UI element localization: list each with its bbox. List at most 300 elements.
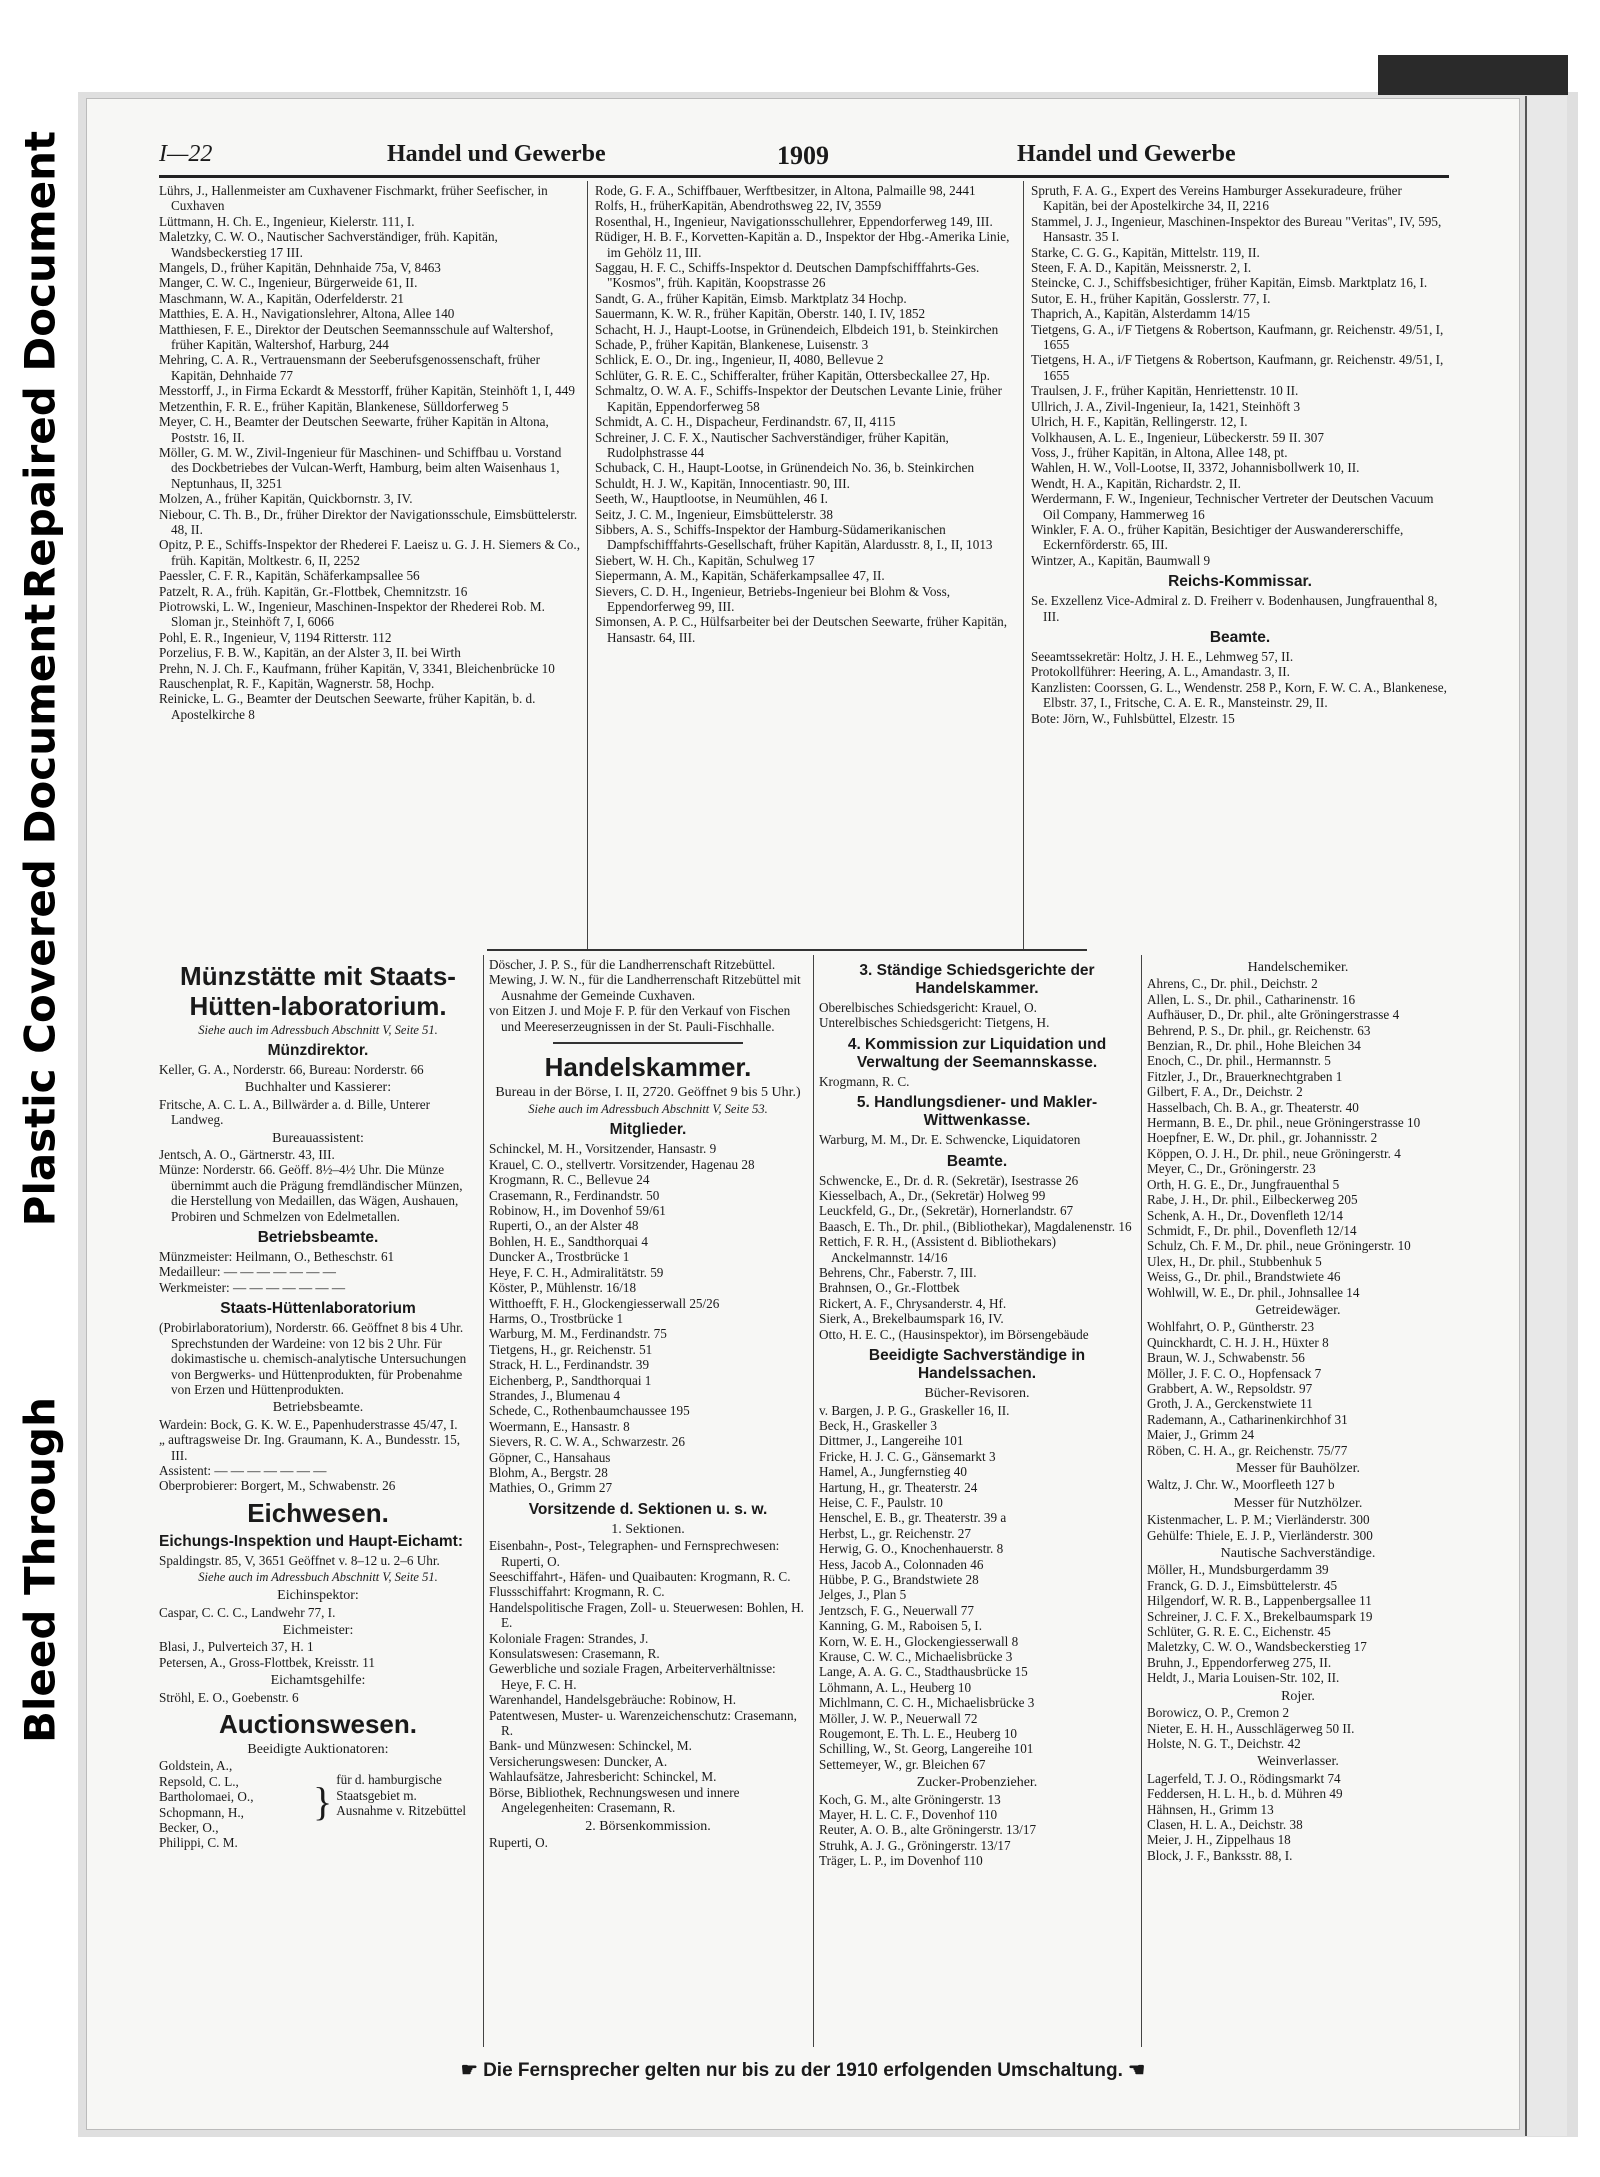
separator: [553, 1042, 744, 1044]
subheading: Bureauassistent:: [272, 1130, 364, 1146]
entry-list: [819, 1792, 1135, 1869]
entry: Hübbe, P. G., Brandstwiete 28: [819, 1571, 979, 1587]
label-plastic-covered: Plastic Covered Document: [15, 603, 65, 1227]
entry: Ströhl, E. O., Goebenstr. 6: [159, 1689, 299, 1705]
entry: Wohlfahrt, O. P., Güntherstr. 23: [1147, 1319, 1315, 1335]
section-heading: Mitglieder.: [609, 1121, 687, 1139]
entry: Ullrich, J. A., Zivil-Ingenieur, Ia, 1421, Steinhöft 3: [1031, 398, 1301, 414]
entry: v. Bargen, J. P. G., Graskeller 16, II.: [819, 1402, 1010, 1418]
entry: Schmaltz, O. W. A. F., Schiffs-Inspektor der Deutschen Levante Linie, früher Kapitän, Eppendorferweg 58: [595, 383, 1003, 414]
scan-edge: [1525, 96, 1567, 2136]
entry: Patentwesen, Muster- u. Warenzeichenschutz: Crasemann, R.: [489, 1707, 797, 1739]
entry: Wardein: Bock, G. K. W. E., Papenhuderstrasse 45/47, I.: [159, 1416, 458, 1432]
top-column-1: [159, 183, 581, 943]
entry: Versicherungswesen: Duncker, A.: [489, 1753, 668, 1769]
entry: Metzenthin, F. R. E., früher Kapitän, Blankenese, Sülldorferweg 5: [159, 398, 509, 414]
section-heading: Eichungs-Inspektion und Haupt-Eichamt:: [159, 1532, 463, 1550]
entry: Protokollführer: Heering, A. L., Amandastr. 3, II.: [1031, 664, 1290, 680]
category-label-strip: [0, 0, 80, 2177]
entry: Paessler, C. F. R., Kapitän, Schäferkampsallee 56: [159, 568, 420, 584]
section-heading: Vorsitzende d. Sektionen u. s. w.: [528, 1500, 768, 1518]
entry: Schopmann, H.,: [159, 1804, 244, 1820]
entry: Crasemann, R., Ferdinandstr. 50: [489, 1187, 660, 1203]
entry: Bohlen, H. E., Sandthorquai 4: [489, 1233, 648, 1249]
entry: Siepermann, A. M., Kapitän, Schäferkampsallee 47, II.: [595, 568, 885, 584]
entry: Schacht, H. J., Haupt-Lootse, in Grünendeich, Elbdeich 191, b. Steinkirchen: [595, 321, 999, 337]
entry-list: [819, 1173, 1135, 1342]
entry: Rademann, A., Catharinenkirchhof 31: [1147, 1411, 1348, 1427]
entry: Rougemont, E. Th. L. E., Heuberg 10: [819, 1726, 1018, 1742]
entry: Manger, C. W. C., Ingenieur, Bürgerweide 61, II.: [159, 275, 418, 291]
entry: Philippi, C. M.: [159, 1835, 238, 1851]
subheading: Handelschemiker.: [1247, 960, 1349, 975]
entry: Köppen, O. J. H., Dr. phil., neue Gröningerstr. 4: [1147, 1145, 1401, 1161]
entry: Rüdiger, H. B. F., Korvetten-Kapitän a. D., Inspektor der Hbg.-Amerika Linie, im Gehölz 11, III.: [595, 229, 1010, 260]
entry: Maletzky, C. W. O., Wandsbeckerstieg 17: [1147, 1639, 1367, 1655]
entry: Schade, P., früher Kapitän, Blankenese, Luisenstr. 3: [595, 337, 869, 353]
entry: Schuback, C. H., Haupt-Lootse, in Grünendeich No. 36, b. Steinkirchen: [595, 460, 975, 476]
entry: Voss, J., früher Kapitän, in Altona, Allee 148, pt.: [1031, 444, 1288, 460]
entry-list: [159, 183, 581, 722]
entry: Maier, J., Grimm 24: [1147, 1427, 1255, 1443]
entry: Piotrowski, L. W., Ingenieur, Maschinen-Inspektor der Rhederei Rob. M. Sloman jr., Steinhöft 7, I, 6066: [159, 598, 545, 630]
entry: Se. Exzellenz Vice-Admiral z. D. Freiherr v. Bodenhausen, Jungfrauenthal 8, III.: [1031, 593, 1438, 624]
entry: Kiesselbach, A., Dr., (Sekretär) Holweg 99: [819, 1188, 1046, 1204]
entry: Oberelbisches Schiedsgericht: Krauel, O.: [819, 1000, 1037, 1015]
section-note: Siehe auch im Adressbuch Abschnitt V, Seite 51.: [198, 1023, 438, 1037]
entry: Schmidt, A. C. H., Dispacheur, Ferdinandstr. 67, II, 4115: [595, 414, 896, 430]
section-heading: Beamte.: [1209, 628, 1271, 646]
entry: Konsulatswesen: Crasemann, R.: [489, 1646, 660, 1662]
entry: Holste, N. G. T., Deichstr. 42: [1147, 1735, 1301, 1751]
entry: Flussschiffahrt: Krogmann, R. C.: [489, 1584, 665, 1600]
label-repaired: Repaired Document: [15, 130, 65, 600]
entry: Rabe, J. H., Dr. phil., Eilbeckerweg 205: [1147, 1192, 1358, 1208]
subheading: Getreidewäger.: [1255, 1302, 1341, 1318]
entry: Seeschiffahrt-, Häfen- und Quaibauten: Krogmann, R. C.: [489, 1569, 791, 1584]
entry: Münze: Norderstr. 66. Geöff. 8½–4½ Uhr. Die Münze übernimmt auch die Prägung fremdländischer Münzen, die Herstellung von Medaillen, das Wägen, Aushauen, Probiren und Schmelzen von Edelmetallen.: [159, 1162, 463, 1224]
entry: Mehring, C. A. R., Vertrauensmann der Seeberufsgenossenschaft, früher Kapitän, Dehnhaide 77: [159, 352, 540, 383]
entry: Sierk, A., Brekelbaumspark 16, IV.: [819, 1311, 1004, 1327]
entry: Ulrich, H. F., Kapitän, Rellingerstr. 12, I.: [1031, 414, 1248, 430]
entry: Nieter, E. H. H., Ausschlägerweg 50 II.: [1147, 1720, 1355, 1736]
entry-list: [819, 1000, 1135, 1031]
entry: Braun, W. J., Schwabenstr. 56: [1147, 1350, 1305, 1366]
brace: }: [313, 1779, 333, 1825]
header-rule: [159, 175, 1449, 178]
entry: Blohm, A., Bergstr. 28: [489, 1464, 608, 1480]
entry: Schulz, Ch. F. M., Dr. phil., neue Gröningerstr. 10: [1147, 1238, 1411, 1254]
entry: Kanning, G. M., Raboisen 5, I.: [819, 1618, 982, 1634]
entry: Rosenthal, H., Ingenieur, Navigationsschullehrer, Eppendorferweg 149, III.: [595, 213, 993, 229]
entry-list: [489, 1538, 807, 1815]
entry: Krogmann, R. C., Bellevue 24: [489, 1172, 650, 1188]
entry: Bote: Jörn, W., Fuhlsbüttel, Elzestr. 15: [1031, 710, 1235, 726]
entry: Bank- und Münzwesen: Schinckel, M.: [489, 1738, 692, 1754]
section-title: Handelskammer.: [544, 1052, 752, 1083]
entry: Caspar, C. C. C., Landwehr 77, I.: [159, 1604, 336, 1620]
entry: Krogmann, R. C.: [819, 1073, 910, 1089]
subheading: Betriebsbeamte.: [272, 1400, 364, 1416]
entry: Meyer, C., Dr., Gröningerstr. 23: [1147, 1161, 1316, 1177]
entry: Weiss, G., Dr. phil., Brandstwiete 46: [1147, 1269, 1341, 1285]
entry: Simonsen, A. P. C., Hülfsarbeiter bei der Deutschen Seewarte, früher Kapitän, Hansastr. 64, III.: [595, 614, 1007, 645]
entry: Wintzer, A., Kapitän, Baumwall 9: [1031, 552, 1211, 568]
entry: Struhk, A. J. G., Gröningerstr. 13/17: [819, 1837, 1011, 1853]
subheading: 1. Sektionen.: [611, 1521, 685, 1537]
entry: Schinckel, M. H., Vorsitzender, Hansastr. 9: [489, 1141, 717, 1157]
entry: von Eitzen J. und Moje F. P. für den Verkauf von Fischen und Meereserzeugnissen in der St. Pauli-Fischhalle.: [489, 1003, 791, 1034]
auctioneer-group: [159, 1758, 477, 1850]
subheading: 2. Börsenkommission.: [585, 1818, 711, 1834]
pointing-hand-icon: ☛: [460, 2060, 484, 2081]
entry: Seeth, W., Hauptlootse, in Neumühlen, 46 I.: [595, 491, 828, 507]
entry: Strack, H. L., Ferdinandstr. 39: [489, 1357, 650, 1373]
entry-list: [1147, 1319, 1449, 1458]
entry: Wahlen, H. W., Voll-Lootse, II, 3372, Johannisbollwerk 10, II.: [1031, 460, 1360, 476]
entry: Sievers, R. C. W. A., Schwarzestr. 26: [489, 1434, 685, 1450]
subheading: Bureau in der Börse, I. II, 2720. Geöffnet 9 bis 5 Uhr.): [495, 1085, 801, 1101]
entry: Siebert, W. H. Ch., Kapitän, Schulweg 17: [595, 552, 815, 568]
entry: Petersen, A., Gross-Flottbek, Kreisstr. 11: [159, 1654, 375, 1670]
scan-corner-mark: [1378, 55, 1568, 95]
entry-list: [819, 1403, 1135, 1773]
entry: Gewerbliche und soziale Fragen, Arbeiterverhältnisse: Heye, F. C. H.: [489, 1661, 776, 1692]
subheading: Messer für Nutzhölzer.: [1233, 1495, 1363, 1511]
entry: Witthoefft, F. H., Glockengiesserwall 25/26: [489, 1295, 720, 1311]
entry: Rauschenplat, R. F., Kapitän, Wagnerstr. 58, Hochp.: [159, 676, 435, 691]
entry: Molzen, A., früher Kapitän, Quickbornstr. 3, IV.: [159, 491, 413, 507]
entry: Feddersen, H. L. H., b. d. Mühren 49: [1147, 1786, 1343, 1802]
entry: Reinicke, L. G., Beamter der Deutschen Seewarte, früher Kapitän, b. d. Apostelkirche 8: [159, 691, 536, 722]
entry: Tietgens, H., gr. Reichenstr. 51: [489, 1341, 653, 1357]
entry: Schenk, A. H., Dr., Dovenfleth 12/14: [1147, 1207, 1343, 1223]
subheading: Zucker-Probenzieher.: [916, 1775, 1038, 1791]
bottom-column-3: [819, 957, 1135, 2047]
entry: Fitzler, J., Dr., Brauerknechtgraben 1: [1147, 1068, 1343, 1084]
entry: Michlmann, C. C. H., Michaelisbrücke 3: [819, 1695, 1035, 1711]
entry: Block, J. F., Banksstr. 88, I.: [1147, 1847, 1293, 1863]
entry: Ulex, H., Dr. phil., Stubbenhuk 5: [1147, 1253, 1322, 1269]
entry: Otto, H. E. C., (Hausinspektor), im Börsengebäude: [819, 1326, 1089, 1342]
entry: Schreiner, J. C. F. X., Nautischer Sachverständiger, früher Kapitän, Rudolphstrasse 44: [595, 429, 949, 460]
section-title: Auctionswesen.: [219, 1709, 417, 1739]
entry: Benzian, R., Dr. phil., Hohe Bleichen 34: [1147, 1038, 1361, 1054]
entry: Eichenberg, P., Sandthorquai 1: [489, 1372, 652, 1388]
entry: Krauel, C. O., stellvertr. Vorsitzender, Hagenau 28: [489, 1156, 755, 1172]
entry: Blasi, J., Pulverteich 37, H. 1: [159, 1639, 314, 1655]
entry: Krause, C. W. C., Michaelisbrücke 3: [819, 1649, 1013, 1664]
entry: Döscher, J. P. S., für die Landherrenschaft Ritzebüttel.: [489, 957, 776, 972]
entry: Heldt, J., Maria Louisen-Str. 102, II.: [1147, 1670, 1340, 1686]
entry: Winkler, F. A. O., früher Kapitän, Besichtiger der Auswandererschiffe, Eckernförderstr. 65, III.: [1031, 521, 1404, 553]
entry: Heye, F. C. H., Admiralitätstr. 59: [489, 1264, 664, 1280]
entry: Schlick, E. O., Dr. ing., Ingenieur, II, 4080, Bellevue 2: [595, 352, 884, 368]
entry: Ruperti, O.: [489, 1834, 548, 1850]
subheading: Eichmeister:: [282, 1622, 354, 1638]
entry: Pohl, E. R., Ingenieur, V, 1194 Ritterstr. 112: [159, 629, 392, 645]
entry: Spruth, F. A. G., Expert des Vereins Hamburger Assekuradeure, früher Kapitän, bei der Apostelkirche 34, II, 2216: [1031, 183, 1402, 214]
entry: Schlüter, G. R. E. C., Eichenstr. 45: [1147, 1624, 1331, 1640]
entry: Sibbers, A. S., Schiffs-Inspektor der Hamburg-Südamerikanischen Dampfschifffahrts-Gesellschaft, früher Kapitän, Alardusstr. 8, I., II, 1013: [595, 521, 993, 553]
entry: Baasch, E. Th., Dr. phil., (Bibliothekar), Magdalenenstr. 16: [819, 1218, 1132, 1234]
entry-list: [489, 957, 807, 1034]
subheading: Messer für Bauhölzer.: [1235, 1461, 1361, 1476]
section-heading: Beeidigte Sachverständige in Handelssachen.: [868, 1347, 1086, 1383]
entry: Schilling, W., St. Georg, Langereihe 101: [819, 1741, 1034, 1757]
section-heading: Betriebsbeamte.: [257, 1229, 379, 1247]
entry: Herwig, G. O., Knochenhauerstr. 8: [819, 1541, 1004, 1557]
entry: Groth, J. A., Gerckenstwiete 11: [1147, 1396, 1313, 1412]
entry: Opitz, P. E., Schiffs-Inspektor der Rhederei F. Laeisz u. G. J. H. Siemers & Co., früh. Kapitän, Moltkestr. 6, II, 2252: [159, 537, 580, 568]
document-page: [86, 98, 1520, 2130]
entry: Leuckfeld, G., Dr., (Sekretär), Hornerlandstr. 67: [819, 1203, 1074, 1219]
column-divider: [813, 955, 814, 2047]
entry: Porzelius, F. B. W., Kapitän, an der Alster 3, II. bei Wirth: [159, 645, 461, 661]
entry: Saggau, H. F. C., Schiffs-Inspektor d. Deutschen Dampfschifffahrts-Ges. "Kosmos", früh. Kapitän, Koopstrasse 26: [595, 260, 980, 291]
section-heading: Beamte.: [946, 1152, 1008, 1170]
entry-list: [595, 183, 1017, 645]
entry: Enoch, C., Dr. phil., Hermannstr. 5: [1147, 1053, 1331, 1069]
section-title: Münzstätte mit Staats-Hütten-laboratorium.: [180, 961, 456, 1021]
entry: Mayer, H. L. C. F., Dovenhof 110: [819, 1807, 998, 1823]
entry: Wendt, H. A., Kapitän, Richardstr. 2, II.: [1031, 475, 1241, 491]
entry: Schlüter, G. R. E. C., Schifferalter, früher Kapitän, Ottersbeckallee 27, Hp.: [595, 367, 990, 383]
entry: Aufhäuser, D., Dr. phil., alte Gröningerstrasse 4: [1147, 1007, 1400, 1023]
entry: Behrens, Chr., Faberstr. 7, III.: [819, 1265, 977, 1281]
entry: Maschmann, W. A., Kapitän, Oderfelderstr. 21: [159, 290, 405, 306]
entry: Brahnsen, O., Gr.-Flottbek: [819, 1280, 960, 1296]
entry: Clasen, H. L. A., Deichstr. 38: [1147, 1816, 1303, 1832]
column-divider: [587, 181, 588, 951]
pointing-hand-icon: ☚: [1122, 2060, 1146, 2081]
entry: Sandt, G. A., früher Kapitän, Eimsb. Marktplatz 34 Hochp.: [595, 290, 907, 306]
entry: Assistent: — — — — — — —: [159, 1462, 327, 1478]
column-divider: [1023, 181, 1024, 951]
entry: Steincke, C. J., Schiffsbesichtiger, früher Kapitän, Eimsb. Marktplatz 16, I.: [1031, 275, 1428, 291]
entry: Prehn, N. J. Ch. F., Kaufmann, früher Kapitän, V, 3341, Bleichenbrücke 10: [159, 660, 555, 676]
entry-list: [159, 1758, 309, 1850]
entry: Möller, G. M. W., Zivil-Ingenieur für Maschinen- und Schiffbau u. Vorstand des Dockbetriebes der Vulcan-Werft, Hamburg, beim alten Waisenhaus 1, Neptunhaus, II, 3251: [159, 444, 562, 491]
section-note: Siehe auch im Adressbuch Abschnitt V, Seite 53.: [528, 1102, 768, 1117]
section-heading: Reichs-Kommissar.: [1168, 573, 1312, 591]
bottom-column-4: [1147, 957, 1449, 2047]
entry: Wohlwill, W. E., Dr. phil., Johnsallee 14: [1147, 1284, 1360, 1300]
entry: Repsold, C. L.,: [159, 1773, 239, 1789]
entry: Löhmann, A. L., Heuberg 10: [819, 1679, 972, 1695]
entry: Lange, A. A. G. C., Stadthausbrücke 15: [819, 1664, 1028, 1680]
entry: Bartholomaei, O.,: [159, 1789, 254, 1805]
entry: Grabbert, A. W., Repsoldstr. 97: [1147, 1380, 1313, 1396]
entry: Matthiesen, F. E., Direktor der Deutschen Seemannsschule auf Waltershof, früher Kapitän, Waltershof, Harburg, 244: [159, 321, 554, 353]
entry: Starke, C. G. G., Kapitän, Mittelstr. 119, II.: [1031, 244, 1260, 260]
header-year: 1909: [777, 141, 829, 170]
entry: Stammel, J. J., Ingenieur, Maschinen-Inspektor des Bureau "Veritas", IV, 595, Hansastr. 35 I.: [1031, 213, 1442, 245]
entry: Wahlaufsätze, Jahresbericht: Schinckel, M.: [489, 1769, 717, 1785]
entry: Mangels, D., früher Kapitän, Dehnhaide 75a, V, 8463: [159, 260, 441, 276]
entry: Schmidt, F., Dr. phil., Dovenfleth 12/14: [1147, 1222, 1357, 1238]
entry: Dittmer, J., Langereihe 101: [819, 1433, 964, 1449]
entry: Röben, C. H. A., gr. Reichenstr. 75/77: [1147, 1442, 1348, 1458]
entry: Eisenbahn-, Post-, Telegraphen- und Fernsprechwesen: Ruperti, O.: [489, 1538, 780, 1569]
entry: Mewing, J. W. N., für die Landherrenschaft Ritzebüttel mit Ausnahme der Gemeinde Cuxhaven.: [489, 972, 801, 1003]
entry: Behrend, P. S., Dr. phil., gr. Reichenstr. 63: [1147, 1022, 1371, 1038]
entry: Meyer, C. H., Beamter der Deutschen Seewarte, früher Kapitän in Altona, Poststr. 16, II.: [159, 414, 549, 445]
subheading: Beeidigte Auktionatoren:: [247, 1742, 389, 1757]
section-heading: 4. Kommission zur Liquidation und Verwaltung der Seemannskasse.: [847, 1035, 1107, 1071]
section-heading: 3. Ständige Schiedsgerichte der Handelskammer.: [859, 962, 1095, 997]
entry: Göpner, C., Hansahaus: [489, 1449, 611, 1465]
entry: Rickert, A. F., Chrysanderstr. 4, Hf.: [819, 1295, 1007, 1311]
entry-list: [489, 1141, 807, 1495]
entry: Quinckhardt, C. H. J. H., Hüxter 8: [1147, 1334, 1329, 1350]
entry: Reuter, A. O. B., alte Gröningerstr. 13/17: [819, 1822, 1037, 1838]
entry: Waltz, J. Chr. W., Moorfleeth 127 b: [1147, 1477, 1335, 1493]
entry: Tietgens, H. A., i/F Tietgens & Robertson, Kaufmann, gr. Reichenstr. 49/51, I, 1655: [1031, 352, 1444, 383]
entry: Settemeyer, W., gr. Bleichen 67: [819, 1756, 986, 1772]
entry: Matthies, E. A. H., Navigationslehrer, Altona, Allee 140: [159, 306, 455, 322]
entry: Lührs, J., Hallenmeister am Cuxhavener Fischmarkt, früher Seefischer, in Cuxhaven: [159, 183, 548, 214]
subheading: Eichamtsgehilfe:: [270, 1673, 366, 1689]
page-number: I—22: [159, 141, 213, 167]
entry: Tietgens, G. A., i/F Tietgens & Robertson, Kaufmann, gr. Reichenstr. 49/51, I, 1655: [1031, 321, 1444, 353]
entry: Werdermann, F. W., Ingenieur, Technischer Vertreter der Deutschen Vacuum Oil Company, Hammerweg 16: [1031, 491, 1434, 522]
entry: Möller, J. F. C. O., Hopfensack 7: [1147, 1365, 1322, 1381]
header-left-title: Handel und Gewerbe: [387, 141, 606, 167]
entry: Strandes, J., Blumenau 4: [489, 1387, 621, 1403]
entry: Spaldingstr. 85, V, 3651 Geöffnet v. 8–12 u. 2–6 Uhr.: [159, 1552, 440, 1568]
entry: Traulsen, J. F., früher Kapitän, Henriettenstr. 10 II.: [1031, 383, 1299, 399]
entry: Fricke, H. J. C. G., Gänsemarkt 3: [819, 1448, 996, 1464]
entry: Patzelt, R. A., früh. Kapitän, Gr.-Flottbek, Chemnitzstr. 16: [159, 583, 468, 599]
entry: Rettich, F. R. H., (Assistent d. Bibliothekars) Anckelmannstr. 14/16: [819, 1234, 1057, 1265]
entry: Herbst, L., gr. Reichenstr. 27: [819, 1525, 971, 1541]
entry: Koloniale Fragen: Strandes, J.: [489, 1630, 649, 1646]
top-column-3: [1031, 183, 1449, 943]
entry: Oberprobierer: Borgert, M., Schwabenstr. 26: [159, 1478, 396, 1494]
entry: Harms, O., Trostbrücke 1: [489, 1310, 624, 1326]
entry: Köster, P., Mühlenstr. 16/18: [489, 1280, 637, 1296]
entry: Thaprich, A., Kapitän, Alsterdamm 14/15: [1031, 306, 1251, 322]
entry: „ auftragsweise Dr. Ing. Graumann, K. A., Bundesstr. 15, III.: [159, 1432, 461, 1463]
entry: Messtorff, J., in Firma Eckardt & Messtorff, früher Kapitän, Steinhöft 1, I, 449: [159, 383, 575, 399]
entry: Warburg, M. M., Ferdinandstr. 75: [489, 1326, 667, 1342]
entry: Werkmeister: — — — — — — —: [159, 1279, 346, 1295]
header-right-title: Handel und Gewerbe: [1017, 141, 1236, 167]
subheading: Bücher-Revisoren.: [924, 1386, 1030, 1402]
section-heading: Münzdirektor.: [267, 1042, 369, 1059]
entry: Warenhandel, Handelsgebräuche: Robinow, H.: [489, 1692, 737, 1708]
entry-list: [1031, 183, 1449, 568]
entry: Warburg, M. M., Dr. E. Schwencke, Liquidatoren: [819, 1132, 1081, 1148]
entry: Gilbert, F. A., Dr., Deichstr. 2: [1147, 1084, 1303, 1100]
entry: Borowicz, O. P., Cremon 2: [1147, 1705, 1290, 1721]
footer-notice: [87, 2059, 1519, 2082]
entry-list: [1031, 649, 1449, 726]
entry: Jentsch, A. O., Gärtnerstr. 43, III.: [159, 1147, 335, 1163]
entry: Sauermann, K. W. R., früher Kapitän, Oberstr. 140, I. IV, 1852: [595, 306, 926, 322]
entry: Möller, H., Mundsburgerdamm 39: [1147, 1562, 1329, 1578]
entry: Handelspolitische Fragen, Zoll- u. Steuerwesen: Bohlen, H. E.: [489, 1599, 804, 1631]
entry-list: [1147, 1771, 1449, 1863]
auctioneer-note: für d. hamburgische Staatsgebiet m. Ausnahme v. Ritzebüttel: [336, 1772, 467, 1819]
entry: Keller, G. A., Norderstr. 66, Bureau: Norderstr. 66: [159, 1062, 424, 1077]
bottom-column-1: [159, 957, 477, 2047]
entry: Lüttmann, H. Ch. E., Ingenieur, Kielerstr. 111, I.: [159, 213, 415, 229]
entry: Hamel, A., Jungfernstieg 40: [819, 1464, 967, 1480]
entry: Sievers, C. D. H., Ingenieur, Betriebs-Ingenieur bei Blohm & Voss, Eppendorferweg 99, III.: [595, 583, 950, 614]
entry: Ruperti, O., an der Alster 48: [489, 1218, 639, 1234]
entry: Medailleur: — — — — — — —: [159, 1264, 336, 1280]
entry: Woermann, E., Hansastr. 8: [489, 1418, 630, 1434]
entry: Fritsche, A. C. L. A., Billwärder a. d. Bille, Unterer Landweg.: [159, 1096, 431, 1128]
entry: Hoepfner, E. W., Dr. phil., gr. Johannisstr. 2: [1147, 1130, 1378, 1146]
footer-text: Die Fernsprecher gelten nur bis zu der 1910 erfolgenden Umschaltung.: [483, 2060, 1123, 2081]
entry: Robinow, H., im Dovenhof 59/61: [489, 1203, 666, 1219]
column-divider: [1141, 955, 1142, 2047]
entry: Hilgendorf, W. R. B., Lappenbergsallee 11: [1147, 1593, 1372, 1609]
entry-list: [159, 1417, 477, 1494]
entry: Kistenmacher, L. P. M.; Vierländerstr. 300: [1147, 1512, 1370, 1528]
entry: Rolfs, H., früherKapitän, Abendrothsweg 22, IV, 3559: [595, 198, 882, 214]
entry: Schwencke, E., Dr. d. R. (Sekretär), Isestrasse 26: [819, 1172, 1079, 1188]
entry: Kanzlisten: Coorssen, G. L., Wendenstr. 258 P., Korn, F. W. C. A., Blankenese, Elbstr. 37, I., Fritsche, C. A. E. R., Mansteinstr. 29, II.: [1031, 679, 1447, 711]
entry: Henschel, E. B., gr. Theaterstr. 39 a: [819, 1510, 1007, 1526]
entry: Koch, G. M., alte Gröningerstr. 13: [819, 1791, 1001, 1807]
subheading: Eichinspektor:: [277, 1588, 359, 1604]
section-separator: [487, 949, 1087, 951]
section-note: Siehe auch im Adressbuch Abschnitt V, Seite 51.: [198, 1570, 438, 1585]
entry-list: [159, 1639, 477, 1670]
entry: Jelges, J., Plan 5: [819, 1587, 907, 1603]
entry-list: [1147, 1512, 1449, 1543]
entry: Goldstein, A.,: [159, 1758, 233, 1774]
entry: Jentzsch, F. G., Neuerwall 77: [819, 1602, 974, 1618]
entry: Bruhn, J., Eppendorferweg 275, II.: [1147, 1654, 1332, 1670]
entry: Duncker A., Trostbrücke 1: [489, 1249, 630, 1265]
entry: Lagerfeld, T. J. O., Rödingsmarkt 74: [1147, 1770, 1341, 1786]
entry: Gehülfe: Thiele, E. J. P., Vierländerstr. 300: [1147, 1527, 1373, 1543]
entry: Hermann, B. E., Dr. phil., neue Gröningerstrasse 10: [1147, 1115, 1421, 1131]
entry: Hasselbach, Ch. B. A., gr. Theaterstr. 40: [1147, 1099, 1359, 1115]
entry: Niebour, C. Th. B., Dr., früher Direktor der Navigationsschule, Eimsbüttelerstr. 48, II.: [159, 506, 578, 537]
entry: Seitz, J. C. M., Ingenieur, Eimsbüttelerstr. 38: [595, 506, 833, 522]
subheading: Rojer.: [1281, 1688, 1315, 1704]
entry-list: [1147, 1705, 1449, 1751]
entry: Beck, H., Graskeller 3: [819, 1417, 937, 1433]
entry: Schuldt, H. J. W., Kapitän, Innocentiastr. 90, III.: [595, 475, 850, 491]
entry-list: [159, 1249, 477, 1295]
entry-list: [1147, 1562, 1449, 1685]
entry: Börse, Bibliothek, Rechnungswesen und innere Angelegenheiten: Crasemann, R.: [489, 1784, 740, 1816]
entry: Hähnsen, H., Grimm 13: [1147, 1801, 1274, 1817]
entry: Möller, J. W. P., Neuerwall 72: [819, 1710, 978, 1726]
section-title: Eichwesen.: [247, 1497, 389, 1528]
entry: Schede, C., Rothenbaumchaussee 195: [489, 1403, 690, 1419]
entry: Maletzky, C. W. O., Nautischer Sachverständiger, früh. Kapitän, Wandsbeckerstieg 17 III.: [159, 229, 498, 260]
entry: Orth, H. G. E., Dr., Jungfrauenthal 5: [1147, 1176, 1340, 1192]
entry: Mathies, O., Grimm 27: [489, 1480, 613, 1496]
entry: Unterelbisches Schiedsgericht: Tietgens, H.: [819, 1015, 1050, 1031]
subheading: Weinverlasser.: [1257, 1754, 1339, 1770]
entry: Seeamtssekretär: Holtz, J. H. E., Lehmweg 57, II.: [1031, 648, 1294, 664]
section-heading: 5. Handlungsdiener- und Makler-Wittwenkasse.: [856, 1094, 1098, 1130]
top-column-2: [595, 183, 1017, 943]
entry: Hartung, H., gr. Theaterstr. 24: [819, 1479, 978, 1495]
entry: Steen, F. A. D., Kapitän, Meissnerstr. 2, I.: [1031, 260, 1252, 276]
column-divider: [483, 955, 484, 2047]
entry: Allen, L. S., Dr. phil., Catharinenstr. 16: [1147, 991, 1356, 1007]
